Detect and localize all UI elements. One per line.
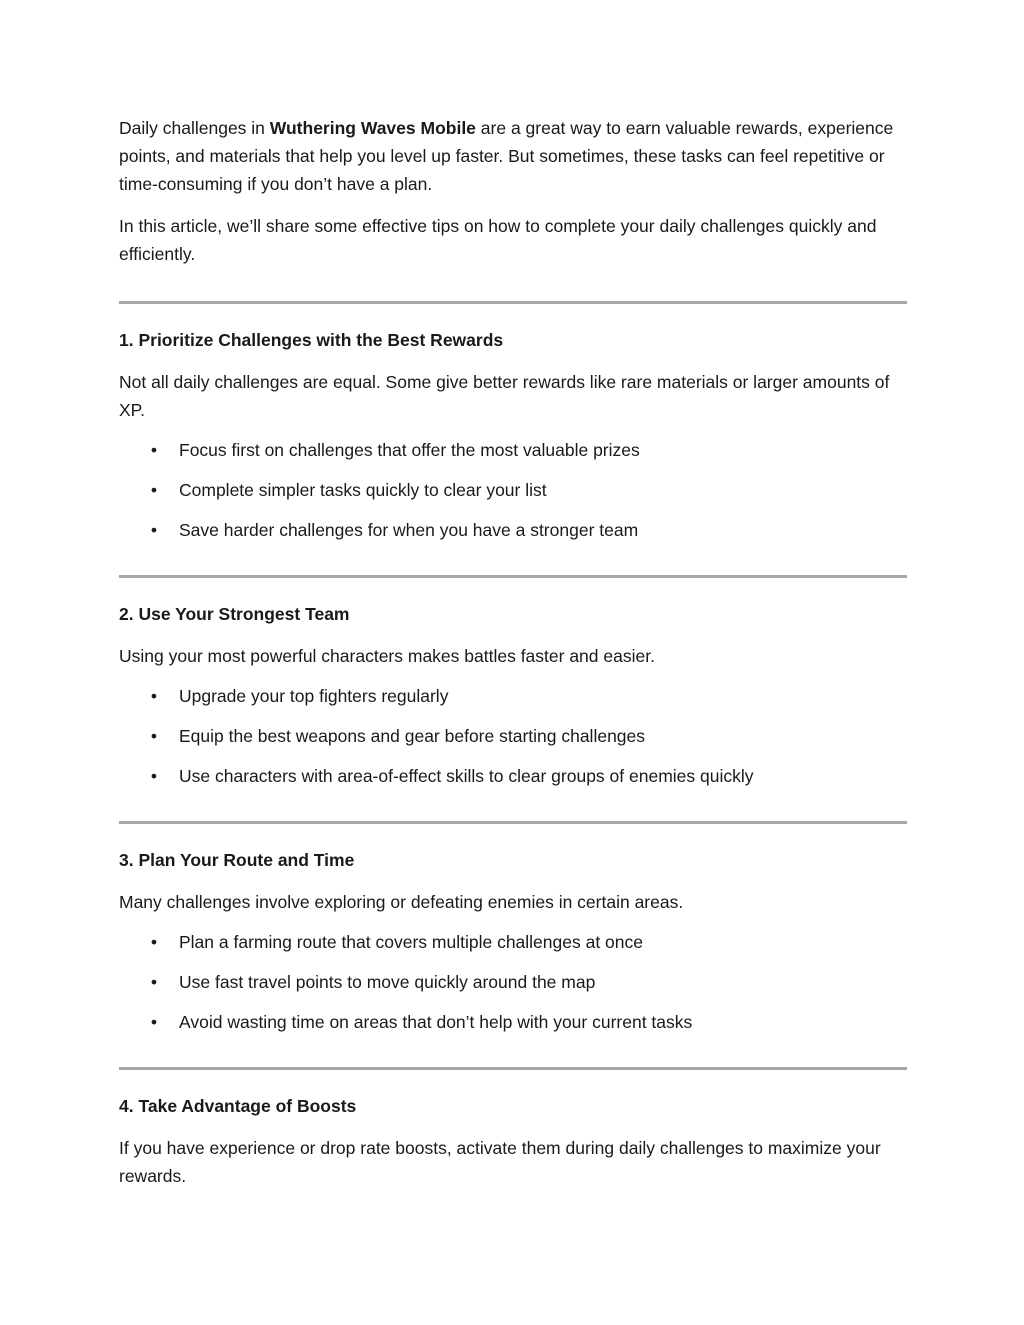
list-item bbox=[119, 928, 907, 956]
list-item-text: Save harder challenges for when you have a stronger team bbox=[179, 520, 639, 540]
bullet-icon: • bbox=[150, 932, 158, 952]
bullet-icon: • bbox=[150, 972, 158, 992]
intro-text-start: Daily challenges in bbox=[119, 118, 270, 138]
list-item bbox=[119, 1008, 907, 1036]
bullet-icon: • bbox=[150, 520, 158, 540]
bullet-icon: • bbox=[150, 1012, 158, 1032]
section-divider bbox=[119, 1067, 907, 1070]
section-intro-1: Not all daily challenges are equal. Some give better rewards like rare materials or larger amounts of XP. bbox=[119, 372, 890, 420]
section-divider bbox=[119, 821, 907, 824]
section-heading-1: 1. Prioritize Challenges with the Best Rewards bbox=[119, 330, 504, 350]
game-title-bold: Wuthering Waves Mobile bbox=[269, 118, 476, 138]
list-item bbox=[119, 762, 907, 790]
bullet-list-1 bbox=[119, 436, 907, 544]
bullet-list-2 bbox=[119, 682, 907, 790]
section-divider bbox=[119, 301, 907, 304]
bullet-icon: • bbox=[150, 726, 158, 746]
list-item bbox=[119, 682, 907, 710]
document-page bbox=[119, 114, 907, 1202]
list-item-text: Focus first on challenges that offer the most valuable prizes bbox=[179, 440, 640, 460]
list-item-text: Complete simpler tasks quickly to clear your list bbox=[179, 480, 547, 500]
intro-text-end: are a great way to earn valuable rewards, experience points, and materials that help you level up faster. But sometimes, these tasks can feel repetitive or time-consuming if you don’t have a plan. bbox=[119, 118, 894, 194]
list-item-text: Use fast travel points to move quickly around the map bbox=[179, 972, 596, 992]
section-intro-4: If you have experience or drop rate boosts, activate them during daily challenges to maximize your rewards. bbox=[119, 1138, 881, 1186]
bullet-icon: • bbox=[150, 686, 158, 706]
bullet-list-3 bbox=[119, 928, 907, 1036]
list-item bbox=[119, 436, 907, 464]
section-intro-3: Many challenges involve exploring or defeating enemies in certain areas. bbox=[119, 892, 684, 912]
bullet-icon: • bbox=[150, 766, 158, 786]
list-item bbox=[119, 476, 907, 504]
section-intro-2: Using your most powerful characters makes battles faster and easier. bbox=[119, 646, 655, 666]
bullet-icon: • bbox=[150, 480, 158, 500]
section-heading-3: 3. Plan Your Route and Time bbox=[119, 850, 355, 870]
section-heading-4: 4. Take Advantage of Boosts bbox=[119, 1096, 357, 1116]
section-heading-2: 2. Use Your Strongest Team bbox=[119, 604, 350, 624]
section-divider bbox=[119, 575, 907, 578]
bullet-icon: • bbox=[150, 440, 158, 460]
list-item-text: Upgrade your top fighters regularly bbox=[179, 686, 449, 706]
list-item bbox=[119, 516, 907, 544]
list-item-text: Plan a farming route that covers multiple challenges at once bbox=[179, 932, 644, 952]
list-item bbox=[119, 968, 907, 996]
list-item-text: Avoid wasting time on areas that don’t help with your current tasks bbox=[179, 1012, 693, 1032]
intro-paragraph-2: In this article, we’ll share some effective tips on how to complete your daily challenges quickly and efficiently. bbox=[119, 216, 877, 264]
list-item bbox=[119, 722, 907, 750]
list-item-text: Use characters with area-of-effect skills to clear groups of enemies quickly bbox=[179, 766, 754, 786]
intro-paragraph-1 bbox=[119, 114, 907, 198]
list-item-text: Equip the best weapons and gear before starting challenges bbox=[179, 726, 646, 746]
